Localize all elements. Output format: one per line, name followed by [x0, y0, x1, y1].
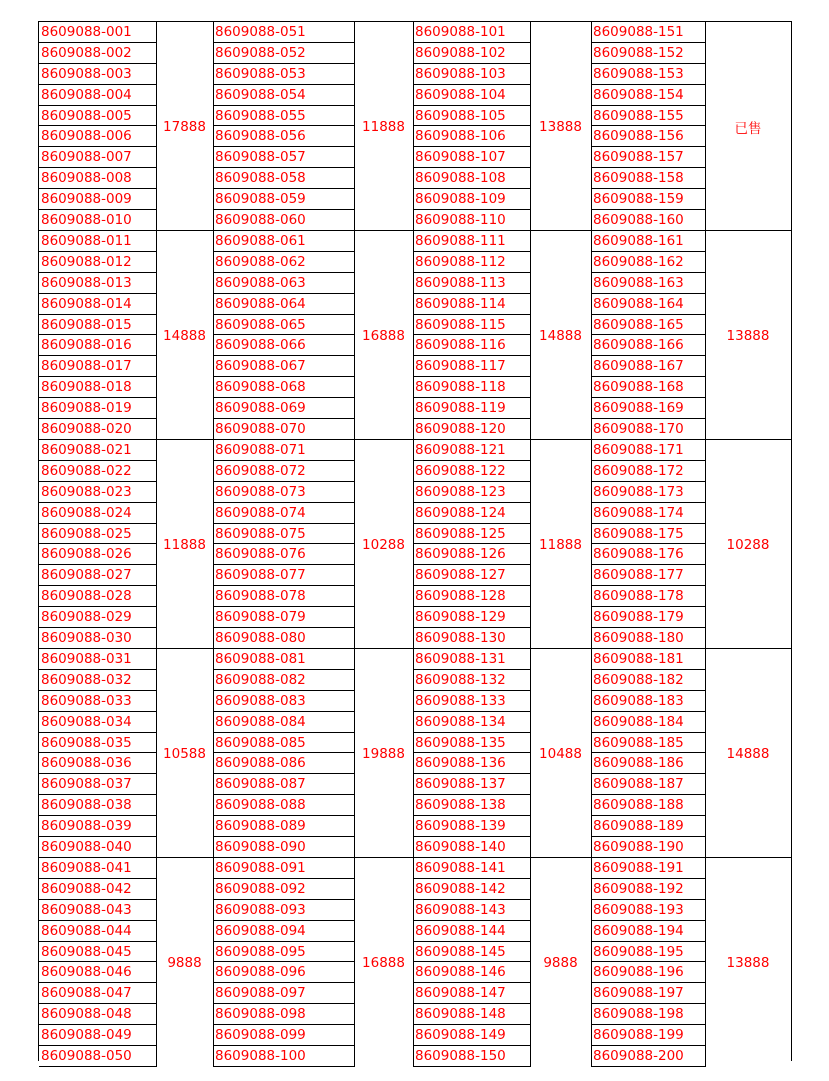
number-column — [213, 649, 355, 858]
number-cell: 8609088-187 — [591, 774, 705, 795]
number-cell: 8609088-097 — [213, 983, 354, 1004]
number-cell: 8609088-123 — [413, 482, 530, 503]
number-column — [213, 858, 355, 1067]
number-group — [39, 21, 791, 231]
number-cell: 8609088-072 — [213, 461, 354, 482]
number-cell: 8609088-167 — [591, 356, 705, 377]
number-cell: 8609088-018 — [39, 377, 156, 398]
number-cell: 8609088-022 — [39, 461, 156, 482]
number-cell: 8609088-112 — [413, 252, 530, 273]
price-cell: 10588 — [156, 649, 214, 858]
number-cell: 8609088-152 — [591, 43, 705, 64]
number-cell: 8609088-049 — [39, 1025, 156, 1046]
number-cell: 8609088-062 — [213, 252, 354, 273]
number-cell: 8609088-013 — [39, 273, 156, 294]
number-cell: 8609088-094 — [213, 921, 354, 942]
number-group — [39, 648, 791, 858]
number-column — [591, 440, 706, 649]
number-cell: 8609088-197 — [591, 983, 705, 1004]
number-cell: 8609088-075 — [213, 524, 354, 545]
number-cell: 8609088-184 — [591, 712, 705, 733]
number-column — [39, 440, 157, 649]
number-cell: 8609088-004 — [39, 85, 156, 106]
number-cell: 8609088-138 — [413, 795, 530, 816]
number-cell: 8609088-045 — [39, 942, 156, 963]
number-cell: 8609088-118 — [413, 377, 530, 398]
number-cell: 8609088-181 — [591, 649, 705, 670]
number-cell: 8609088-104 — [413, 85, 530, 106]
number-cell: 8609088-102 — [413, 43, 530, 64]
number-cell: 8609088-179 — [591, 607, 705, 628]
number-cell: 8609088-141 — [413, 858, 530, 879]
number-cell: 8609088-131 — [413, 649, 530, 670]
price-cell: 13888 — [530, 22, 592, 231]
number-cell: 8609088-017 — [39, 356, 156, 377]
number-cell: 8609088-061 — [213, 231, 354, 252]
number-cell: 8609088-113 — [413, 273, 530, 294]
number-cell: 8609088-066 — [213, 335, 354, 356]
number-cell: 8609088-170 — [591, 419, 705, 440]
number-cell: 8609088-116 — [413, 335, 530, 356]
price-cell: 16888 — [354, 231, 414, 440]
number-cell: 8609088-008 — [39, 168, 156, 189]
number-cell: 8609088-154 — [591, 85, 705, 106]
number-cell: 8609088-103 — [413, 64, 530, 85]
number-column — [413, 440, 531, 649]
number-cell: 8609088-144 — [413, 921, 530, 942]
number-cell: 8609088-139 — [413, 816, 530, 837]
number-cell: 8609088-038 — [39, 795, 156, 816]
number-column — [39, 649, 157, 858]
number-cell: 8609088-142 — [413, 879, 530, 900]
price-cell: 11888 — [354, 22, 414, 231]
number-cell: 8609088-136 — [413, 753, 530, 774]
number-cell: 8609088-177 — [591, 565, 705, 586]
number-cell: 8609088-100 — [213, 1046, 354, 1067]
number-cell: 8609088-148 — [413, 1004, 530, 1025]
number-cell: 8609088-105 — [413, 106, 530, 127]
number-cell: 8609088-010 — [39, 210, 156, 231]
number-cell: 8609088-126 — [413, 544, 530, 565]
number-cell: 8609088-023 — [39, 482, 156, 503]
number-cell: 8609088-157 — [591, 147, 705, 168]
number-cell: 8609088-034 — [39, 712, 156, 733]
number-cell: 8609088-122 — [413, 461, 530, 482]
number-cell: 8609088-185 — [591, 733, 705, 754]
number-cell: 8609088-169 — [591, 398, 705, 419]
number-cell: 8609088-093 — [213, 900, 354, 921]
number-cell: 8609088-158 — [591, 168, 705, 189]
number-cell: 8609088-191 — [591, 858, 705, 879]
number-column — [213, 22, 355, 231]
number-cell: 8609088-124 — [413, 503, 530, 524]
number-cell: 8609088-155 — [591, 106, 705, 127]
number-cell: 8609088-140 — [413, 837, 530, 858]
number-cell: 8609088-083 — [213, 691, 354, 712]
price-cell: 14888 — [156, 231, 214, 440]
number-cell: 8609088-150 — [413, 1046, 530, 1067]
number-cell: 8609088-036 — [39, 753, 156, 774]
number-column — [413, 649, 531, 858]
number-cell: 8609088-050 — [39, 1046, 156, 1067]
number-cell: 8609088-115 — [413, 315, 530, 336]
number-cell: 8609088-109 — [413, 189, 530, 210]
number-cell: 8609088-080 — [213, 628, 354, 649]
number-cell: 8609088-159 — [591, 189, 705, 210]
number-cell: 8609088-119 — [413, 398, 530, 419]
number-cell: 8609088-168 — [591, 377, 705, 398]
number-cell: 8609088-060 — [213, 210, 354, 231]
price-cell: 11888 — [156, 440, 214, 649]
number-cell: 8609088-156 — [591, 126, 705, 147]
number-cell: 8609088-071 — [213, 440, 354, 461]
number-cell: 8609088-037 — [39, 774, 156, 795]
number-cell: 8609088-026 — [39, 544, 156, 565]
price-cell: 13888 — [726, 954, 770, 971]
number-cell: 8609088-172 — [591, 461, 705, 482]
number-cell: 8609088-194 — [591, 921, 705, 942]
number-cell: 8609088-003 — [39, 64, 156, 85]
number-cell: 8609088-077 — [213, 565, 354, 586]
number-cell: 8609088-153 — [591, 64, 705, 85]
number-cell: 8609088-173 — [591, 482, 705, 503]
price-cell: 10288 — [726, 536, 770, 553]
number-cell: 8609088-165 — [591, 315, 705, 336]
price-cell: 9888 — [530, 858, 592, 1067]
price-cell: 19888 — [354, 649, 414, 858]
number-cell: 8609088-021 — [39, 440, 156, 461]
number-cell: 8609088-053 — [213, 64, 354, 85]
number-cell: 8609088-011 — [39, 231, 156, 252]
number-cell: 8609088-132 — [413, 670, 530, 691]
number-cell: 8609088-032 — [39, 670, 156, 691]
number-cell: 8609088-043 — [39, 900, 156, 921]
number-cell: 8609088-059 — [213, 189, 354, 210]
number-cell: 8609088-031 — [39, 649, 156, 670]
number-cell: 8609088-176 — [591, 544, 705, 565]
number-cell: 8609088-121 — [413, 440, 530, 461]
price-cell: 10288 — [354, 440, 414, 649]
number-cell: 8609088-052 — [213, 43, 354, 64]
number-cell: 8609088-096 — [213, 962, 354, 983]
number-cell: 8609088-143 — [413, 900, 530, 921]
number-cell: 8609088-107 — [413, 147, 530, 168]
number-column — [591, 649, 706, 858]
number-cell: 8609088-111 — [413, 231, 530, 252]
number-cell: 8609088-056 — [213, 126, 354, 147]
number-cell: 8609088-024 — [39, 503, 156, 524]
number-cell: 8609088-186 — [591, 753, 705, 774]
number-cell: 8609088-044 — [39, 921, 156, 942]
price-cell: 11888 — [530, 440, 592, 649]
number-cell: 8609088-009 — [39, 189, 156, 210]
number-cell: 8609088-002 — [39, 43, 156, 64]
number-cell: 8609088-128 — [413, 586, 530, 607]
number-cell: 8609088-183 — [591, 691, 705, 712]
number-cell: 8609088-085 — [213, 733, 354, 754]
number-cell: 8609088-073 — [213, 482, 354, 503]
number-column — [413, 22, 531, 231]
number-cell: 8609088-070 — [213, 419, 354, 440]
number-cell: 8609088-120 — [413, 419, 530, 440]
number-cell: 8609088-200 — [591, 1046, 705, 1067]
number-cell: 8609088-090 — [213, 837, 354, 858]
number-cell: 8609088-051 — [213, 22, 354, 43]
number-cell: 8609088-130 — [413, 628, 530, 649]
number-cell: 8609088-087 — [213, 774, 354, 795]
number-cell: 8609088-069 — [213, 398, 354, 419]
number-cell: 8609088-133 — [413, 691, 530, 712]
number-cell: 8609088-135 — [413, 733, 530, 754]
number-cell: 8609088-089 — [213, 816, 354, 837]
number-cell: 8609088-057 — [213, 147, 354, 168]
number-cell: 8609088-145 — [413, 942, 530, 963]
number-cell: 8609088-198 — [591, 1004, 705, 1025]
number-cell: 8609088-098 — [213, 1004, 354, 1025]
number-cell: 8609088-162 — [591, 252, 705, 273]
price-cell: 10488 — [530, 649, 592, 858]
number-cell: 8609088-055 — [213, 106, 354, 127]
number-cell: 8609088-117 — [413, 356, 530, 377]
number-cell: 8609088-146 — [413, 962, 530, 983]
number-cell: 8609088-001 — [39, 22, 156, 43]
number-cell: 8609088-178 — [591, 586, 705, 607]
number-cell: 8609088-091 — [213, 858, 354, 879]
number-cell: 8609088-161 — [591, 231, 705, 252]
price-cell: 16888 — [354, 858, 414, 1067]
number-cell: 8609088-129 — [413, 607, 530, 628]
number-cell: 8609088-012 — [39, 252, 156, 273]
number-column — [39, 858, 157, 1067]
number-cell: 8609088-065 — [213, 315, 354, 336]
number-cell: 8609088-174 — [591, 503, 705, 524]
number-group — [39, 230, 791, 440]
number-column — [413, 231, 531, 440]
number-cell: 8609088-019 — [39, 398, 156, 419]
number-cell: 8609088-114 — [413, 294, 530, 315]
number-cell: 8609088-110 — [413, 210, 530, 231]
number-cell: 8609088-188 — [591, 795, 705, 816]
number-cell: 8609088-063 — [213, 273, 354, 294]
number-cell: 8609088-160 — [591, 210, 705, 231]
number-cell: 8609088-079 — [213, 607, 354, 628]
number-cell: 8609088-166 — [591, 335, 705, 356]
number-column — [213, 231, 355, 440]
number-cell: 8609088-020 — [39, 419, 156, 440]
price-cell: 9888 — [156, 858, 214, 1067]
number-cell: 8609088-127 — [413, 565, 530, 586]
number-cell: 8609088-046 — [39, 962, 156, 983]
number-column — [39, 22, 157, 231]
number-cell: 8609088-047 — [39, 983, 156, 1004]
number-cell: 8609088-081 — [213, 649, 354, 670]
number-cell: 8609088-068 — [213, 377, 354, 398]
number-price-sheet — [38, 21, 792, 1065]
number-column — [413, 858, 531, 1067]
number-cell: 8609088-016 — [39, 335, 156, 356]
number-cell: 8609088-182 — [591, 670, 705, 691]
number-cell: 8609088-125 — [413, 524, 530, 545]
number-cell: 8609088-028 — [39, 586, 156, 607]
number-cell: 8609088-033 — [39, 691, 156, 712]
number-cell: 8609088-196 — [591, 962, 705, 983]
number-cell: 8609088-134 — [413, 712, 530, 733]
number-cell: 8609088-193 — [591, 900, 705, 921]
number-cell: 8609088-195 — [591, 942, 705, 963]
number-cell: 8609088-190 — [591, 837, 705, 858]
number-column — [591, 858, 706, 1067]
number-cell: 8609088-078 — [213, 586, 354, 607]
number-column — [591, 231, 706, 440]
number-cell: 8609088-040 — [39, 837, 156, 858]
number-cell: 8609088-076 — [213, 544, 354, 565]
number-cell: 8609088-082 — [213, 670, 354, 691]
number-cell: 8609088-058 — [213, 168, 354, 189]
number-cell: 8609088-180 — [591, 628, 705, 649]
number-cell: 8609088-101 — [413, 22, 530, 43]
number-group — [39, 439, 791, 649]
number-column — [591, 22, 706, 231]
number-cell: 8609088-025 — [39, 524, 156, 545]
price-cell: 13888 — [726, 327, 770, 344]
number-cell: 8609088-106 — [413, 126, 530, 147]
number-cell: 8609088-084 — [213, 712, 354, 733]
number-cell: 8609088-039 — [39, 816, 156, 837]
price-cell: 14888 — [726, 745, 770, 762]
number-cell: 8609088-149 — [413, 1025, 530, 1046]
number-cell: 8609088-041 — [39, 858, 156, 879]
number-cell: 8609088-164 — [591, 294, 705, 315]
number-cell: 8609088-054 — [213, 85, 354, 106]
number-cell: 8609088-088 — [213, 795, 354, 816]
number-cell: 8609088-192 — [591, 879, 705, 900]
number-cell: 8609088-027 — [39, 565, 156, 586]
number-column — [213, 440, 355, 649]
number-column — [39, 231, 157, 440]
number-cell: 8609088-175 — [591, 524, 705, 545]
number-cell: 8609088-199 — [591, 1025, 705, 1046]
number-cell: 8609088-029 — [39, 607, 156, 628]
number-cell: 8609088-092 — [213, 879, 354, 900]
number-cell: 8609088-099 — [213, 1025, 354, 1046]
number-cell: 8609088-048 — [39, 1004, 156, 1025]
price-cell: 已售 — [734, 120, 762, 137]
number-cell: 8609088-007 — [39, 147, 156, 168]
number-cell: 8609088-035 — [39, 733, 156, 754]
number-cell: 8609088-108 — [413, 168, 530, 189]
number-cell: 8609088-189 — [591, 816, 705, 837]
number-cell: 8609088-006 — [39, 126, 156, 147]
number-cell: 8609088-067 — [213, 356, 354, 377]
number-cell: 8609088-064 — [213, 294, 354, 315]
number-cell: 8609088-095 — [213, 942, 354, 963]
number-cell: 8609088-147 — [413, 983, 530, 1004]
number-cell: 8609088-005 — [39, 106, 156, 127]
number-cell: 8609088-015 — [39, 315, 156, 336]
number-cell: 8609088-151 — [591, 22, 705, 43]
number-group — [39, 857, 791, 1067]
number-cell: 8609088-014 — [39, 294, 156, 315]
price-cell: 14888 — [530, 231, 592, 440]
number-cell: 8609088-030 — [39, 628, 156, 649]
number-cell: 8609088-042 — [39, 879, 156, 900]
price-cell: 17888 — [156, 22, 214, 231]
number-cell: 8609088-086 — [213, 753, 354, 774]
number-cell: 8609088-137 — [413, 774, 530, 795]
number-cell: 8609088-171 — [591, 440, 705, 461]
number-cell: 8609088-074 — [213, 503, 354, 524]
number-cell: 8609088-163 — [591, 273, 705, 294]
